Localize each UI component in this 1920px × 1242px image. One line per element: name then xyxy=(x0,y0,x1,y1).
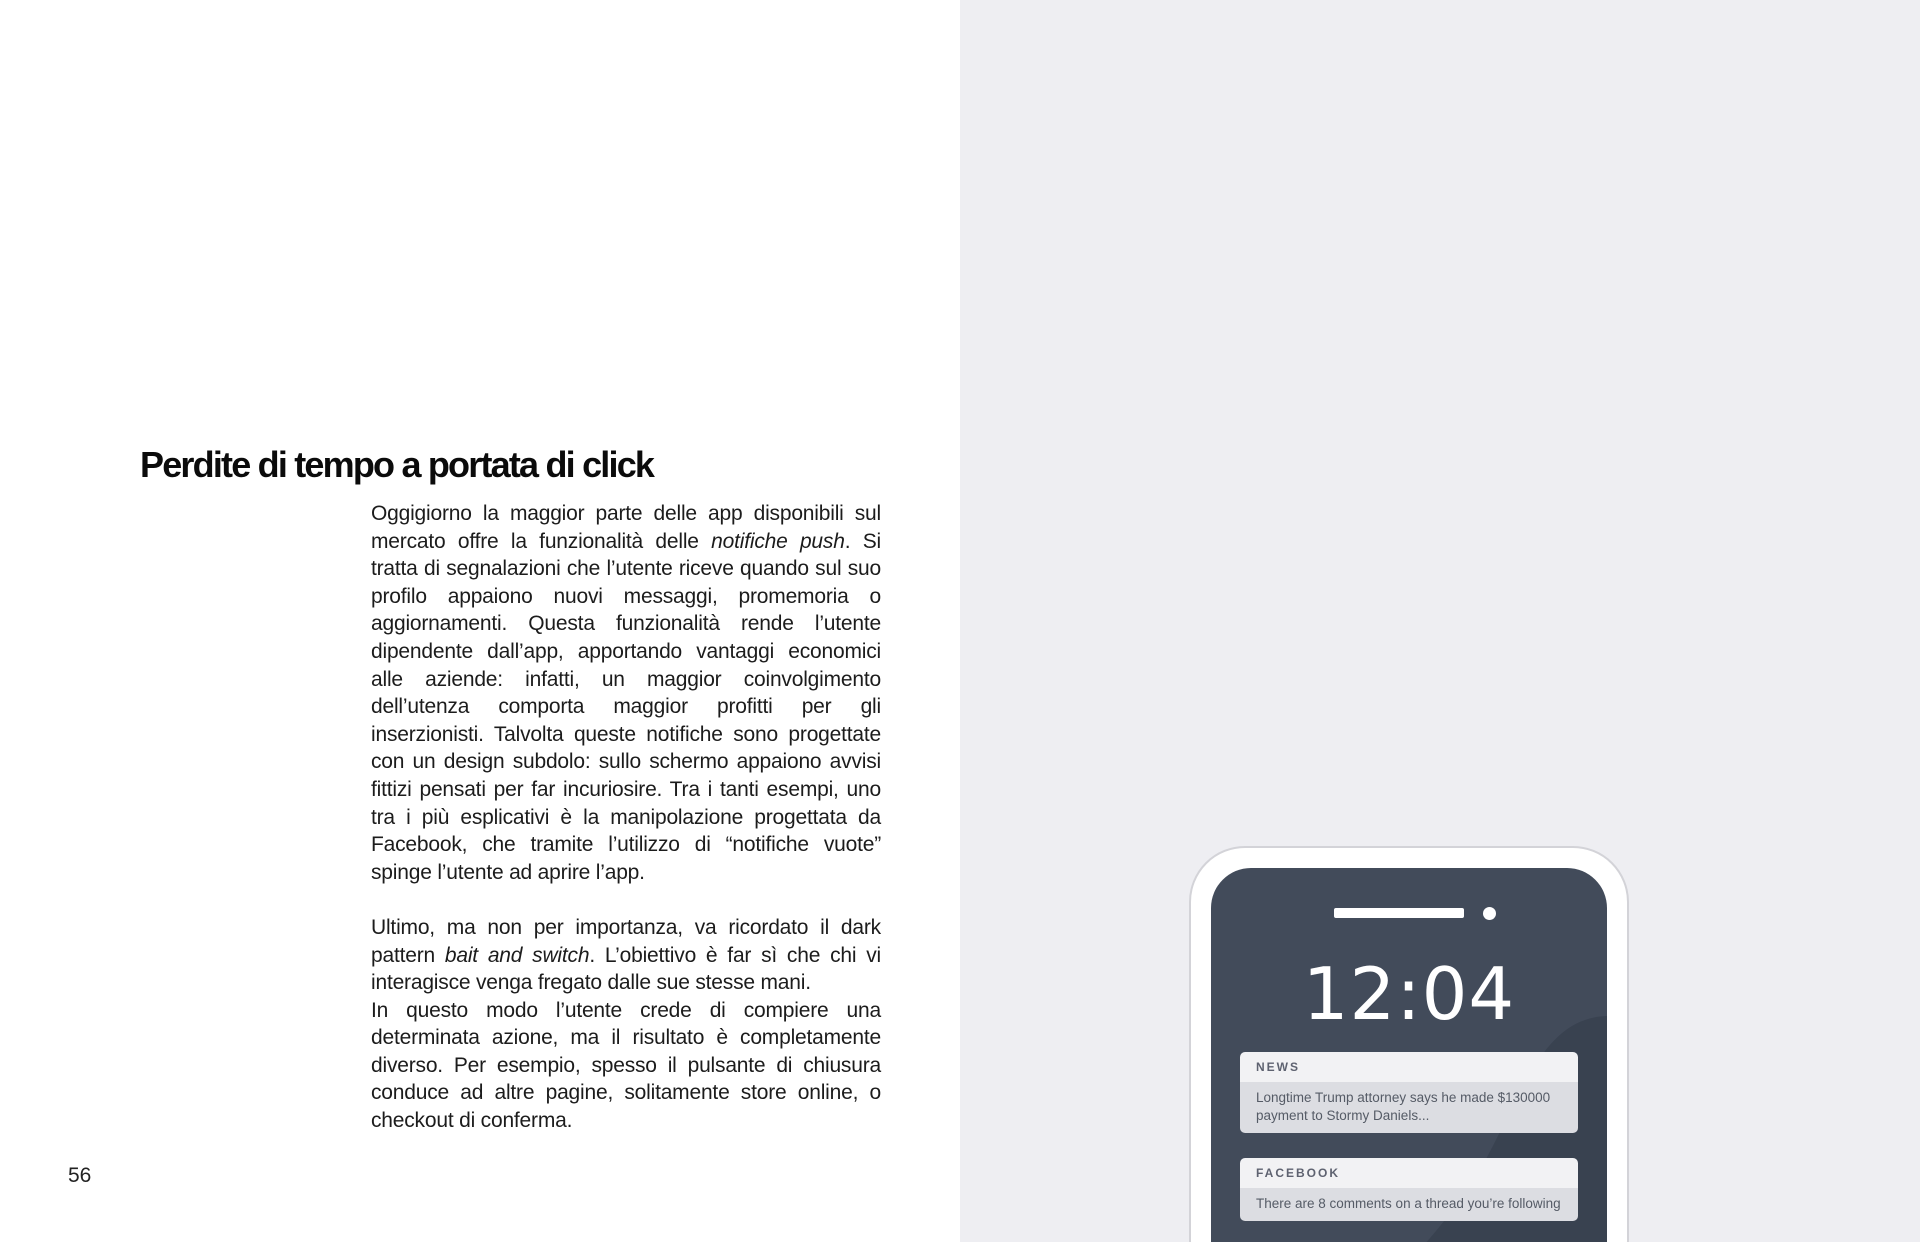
notification-app-name: NEWS xyxy=(1240,1052,1578,1082)
paragraph-bait-switch xyxy=(371,914,881,997)
body-text xyxy=(371,500,881,1135)
italic-term: notifiche push xyxy=(711,529,845,553)
notification-text: There are 8 comments on a thread you’re following xyxy=(1240,1188,1578,1221)
notification-facebook[interactable] xyxy=(1240,1158,1578,1221)
section-heading: Perdite di tempo a portata di click xyxy=(140,444,654,485)
paragraph-text: . Si tratta di segnalazioni che l’utente riceve quando sul suo profilo appaiono nuovi messaggi, promemoria o aggiornamenti. Questa funzionalità rende l’utente dipendente dall’app, apportando vantaggi economici alle aziende: infatti, un maggior coinvolgimento dell’utenza comporta maggior profitti per gli inserzionisti. Talvolta queste notifiche sono progettate con un design subdolo: sullo schermo appaiono avvisi fittizi pensati per far incuriosire. Tra i tanti esempi, uno tra i più esplicativi è la manipolazione progettata da Facebook, che tramite l’utilizzo di “notifiche vuote” spinge l’utente ad aprire l’app. xyxy=(371,529,881,884)
paragraph-esempio: In questo modo l’utente crede di compiere una determinata azione, ma il risultato è completamente diverso. Per esempio, spesso il pulsante di chiusura conduce ad altre pagine, solitamente store online, o checkout di conferma. xyxy=(371,998,881,1133)
camera-icon xyxy=(1483,907,1496,920)
notification-text: Longtime Trump attorney says he made $130000 payment to Stormy Daniels... xyxy=(1240,1082,1578,1133)
lock-screen-time: 12:04 xyxy=(1302,952,1516,1036)
speaker-icon xyxy=(1334,908,1464,918)
right-page xyxy=(960,0,1920,1242)
paragraph-text: Oggigiorno la maggior parte delle app disponibili sul mercato offre la funzionalità delle xyxy=(371,502,881,553)
page-number: 56 xyxy=(68,1164,92,1187)
notification-news[interactable] xyxy=(1240,1052,1578,1133)
phone-screen xyxy=(1211,868,1607,1242)
paragraph-notifiche xyxy=(371,500,881,886)
phone-illustration xyxy=(1189,846,1629,1242)
paragraph-text: . L’obiettivo è far sì che chi vi interagisce venga fregato dalle sue stesse mani. xyxy=(371,943,881,995)
italic-term: bait and switch xyxy=(444,943,590,967)
paragraph-text: Ultimo, ma non per importanza, va ricordato il dark pattern xyxy=(371,915,881,967)
notification-app-name: FACEBOOK xyxy=(1240,1158,1578,1188)
